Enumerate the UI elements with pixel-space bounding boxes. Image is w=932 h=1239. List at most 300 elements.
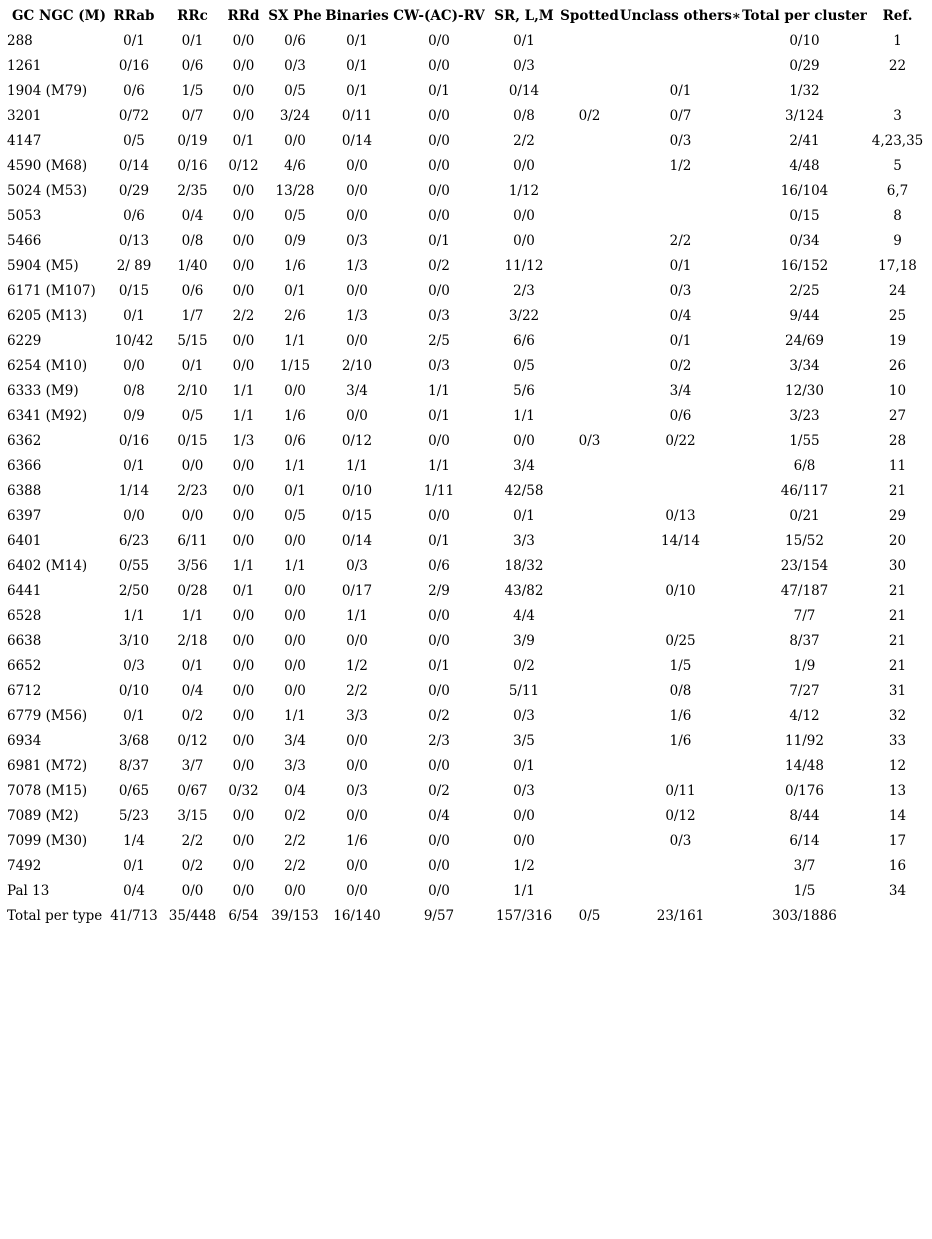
- cell-unclass-others: 0/25: [665, 632, 696, 649]
- cell-rrc: 0/12: [177, 732, 208, 749]
- cell-total-per-cluster: 1/32: [789, 82, 820, 99]
- cell-spotted: [560, 628, 619, 653]
- cell-cluster: Pal 13: [7, 882, 50, 899]
- cell-spotted: [560, 228, 619, 253]
- cell-cw-ac-rv: 0/3: [428, 307, 450, 324]
- cell-cluster: 6712: [7, 682, 42, 699]
- cell-rrd: 0/0: [232, 657, 255, 674]
- cell-ref: 16: [888, 857, 907, 874]
- table-row: [4, 878, 928, 903]
- cell-binaries: 0/1: [346, 57, 368, 74]
- cell-unclass-others: 1/5: [669, 657, 692, 674]
- cell-rrc: 0/67: [177, 782, 208, 799]
- cell-rrd: 0/0: [232, 807, 255, 824]
- table-row: [4, 328, 928, 353]
- cell-total-per-cluster: 12/30: [785, 382, 824, 399]
- column-header-rrd: RRd: [227, 8, 260, 24]
- column-header-cw-ac-rv: CW-(AC)-RV: [393, 8, 485, 24]
- cell-rrab: 0/72: [118, 107, 150, 124]
- cell-sx-phe: 0/1: [284, 482, 306, 499]
- cell-sx-phe: 0/0: [284, 657, 306, 674]
- cell-unclass-others: [619, 478, 742, 503]
- cell-rrab: 0/13: [118, 232, 150, 249]
- column-header-rrab: RRab: [113, 8, 155, 24]
- cell-cluster: 6205 (M13): [7, 307, 88, 324]
- cell-cluster: Total per type: [7, 907, 103, 924]
- cell-binaries: 2/10: [341, 357, 373, 374]
- cell-cluster: 4147: [7, 132, 42, 149]
- column-header-rrc: RRc: [177, 8, 208, 24]
- cell-binaries: 0/14: [341, 532, 373, 549]
- cell-rrc: 0/6: [181, 57, 204, 74]
- cell-spotted: [560, 178, 619, 203]
- cell-cw-ac-rv: 0/0: [428, 282, 450, 299]
- cell-spotted: [560, 153, 619, 178]
- cell-unclass-others: 2/2: [669, 232, 692, 249]
- cell-rrab: 0/0: [123, 357, 145, 374]
- cell-spotted: [560, 578, 619, 603]
- cell-sr-l-m: 43/82: [504, 582, 544, 599]
- cell-ref: 20: [888, 532, 907, 549]
- cell-cw-ac-rv: 0/6: [428, 557, 450, 574]
- cell-binaries: 0/14: [341, 132, 373, 149]
- cell-sx-phe: 1/1: [284, 707, 306, 724]
- table-row: [4, 28, 928, 53]
- cell-cw-ac-rv: 2/5: [428, 332, 450, 349]
- cell-rrab: 0/1: [123, 32, 145, 49]
- cell-total-per-cluster: 6/14: [789, 832, 820, 849]
- cell-rrc: 0/28: [177, 582, 208, 599]
- cell-cw-ac-rv: 0/2: [428, 782, 450, 799]
- cell-ref: 17,18: [878, 257, 917, 274]
- cell-spotted: [560, 303, 619, 328]
- cell-total-per-cluster: 4/12: [789, 707, 820, 724]
- cell-cw-ac-rv: 0/0: [428, 682, 450, 699]
- table-row: [4, 828, 928, 853]
- cell-unclass-others: 0/1: [669, 82, 692, 99]
- cell-cluster: 6981 (M72): [7, 757, 88, 774]
- cell-ref: 3: [893, 107, 902, 124]
- cell-ref: 19: [888, 332, 907, 349]
- cell-sx-phe: 3/3: [284, 757, 306, 774]
- cell-cluster: 7492: [7, 857, 42, 874]
- cell-ref: 28: [888, 432, 907, 449]
- cell-rrc: 0/1: [181, 357, 204, 374]
- cell-binaries: 0/0: [346, 407, 368, 424]
- cell-sr-l-m: 0/8: [513, 107, 535, 124]
- cell-sr-l-m: 3/3: [513, 532, 535, 549]
- cell-rrc: 2/2: [181, 832, 204, 849]
- cell-cw-ac-rv: 1/1: [428, 457, 450, 474]
- cell-rrab: 0/5: [123, 132, 145, 149]
- cell-cluster: 288: [7, 32, 33, 49]
- cell-cluster: 6366: [7, 457, 42, 474]
- cell-rrab: 0/16: [118, 432, 150, 449]
- cell-unclass-others: 0/1: [669, 257, 692, 274]
- table-row: [4, 253, 928, 278]
- cell-sr-l-m: 3/9: [513, 632, 535, 649]
- cell-sx-phe: 0/5: [284, 507, 306, 524]
- cell-binaries: 0/0: [346, 857, 368, 874]
- cell-cluster: 6934: [7, 732, 42, 749]
- cell-cw-ac-rv: 0/3: [428, 357, 450, 374]
- cell-rrd: 0/0: [232, 207, 255, 224]
- cell-rrc: 0/2: [181, 707, 204, 724]
- cell-rrd: 0/0: [232, 882, 255, 899]
- cell-sr-l-m: 1/2: [513, 857, 535, 874]
- cell-sx-phe: 1/15: [279, 357, 311, 374]
- column-header-unclass-others: Unclass others∗: [619, 8, 742, 24]
- cell-rrc: 0/6: [181, 282, 204, 299]
- table-row: [4, 278, 928, 303]
- cell-rrd: 0/0: [232, 507, 255, 524]
- cell-rrd: 0/1: [232, 582, 255, 599]
- cell-cluster: 7089 (M2): [7, 807, 79, 824]
- cell-sr-l-m: 42/58: [504, 482, 544, 499]
- cell-spotted: [560, 653, 619, 678]
- cell-rrc: 5/15: [177, 332, 208, 349]
- cell-sx-phe: 2/6: [284, 307, 306, 324]
- cell-cluster: 7099 (M30): [7, 832, 88, 849]
- cell-rrab: 0/3: [123, 657, 145, 674]
- cell-sx-phe: 1/1: [284, 457, 306, 474]
- cell-cluster: 6441: [7, 582, 42, 599]
- cell-total-per-cluster: 7/27: [789, 682, 820, 699]
- cell-binaries: 0/17: [341, 582, 373, 599]
- cell-unclass-others: [619, 453, 742, 478]
- cell-total-per-cluster: 0/15: [789, 207, 820, 224]
- cell-ref: 21: [888, 482, 907, 499]
- cell-sr-l-m: 0/0: [513, 432, 535, 449]
- cell-unclass-others: 0/3: [669, 282, 692, 299]
- cell-sr-l-m: 1/12: [508, 182, 540, 199]
- cell-sr-l-m: 0/1: [513, 507, 535, 524]
- cell-rrc: 0/7: [181, 107, 204, 124]
- cell-unclass-others: 0/12: [665, 807, 696, 824]
- cell-rrab: 0/6: [123, 82, 145, 99]
- cell-rrab: 0/16: [118, 57, 150, 74]
- cell-rrd: 0/0: [232, 257, 255, 274]
- cell-cw-ac-rv: 0/0: [428, 182, 450, 199]
- cell-rrab: 10/42: [114, 332, 154, 349]
- cell-sx-phe: 0/6: [284, 32, 306, 49]
- cell-sx-phe: 2/2: [284, 832, 306, 849]
- cell-unclass-others: 0/22: [665, 432, 696, 449]
- table-row: [4, 703, 928, 728]
- cell-sr-l-m: 0/3: [513, 707, 535, 724]
- table-row: [4, 78, 928, 103]
- cell-binaries: 0/3: [346, 782, 368, 799]
- cell-rrd: 2/2: [232, 307, 255, 324]
- cell-unclass-others: 0/11: [665, 782, 696, 799]
- cell-ref: 21: [888, 632, 907, 649]
- cell-spotted: [560, 553, 619, 578]
- cell-rrc: 3/56: [177, 557, 208, 574]
- table-row: [4, 453, 928, 478]
- cell-rrc: 2/18: [177, 632, 208, 649]
- cell-rrc: 1/1: [181, 607, 204, 624]
- cell-rrd: 0/0: [232, 32, 255, 49]
- cell-spotted: [560, 753, 619, 778]
- cell-unclass-others: [619, 53, 742, 78]
- cell-ref: 21: [888, 582, 907, 599]
- cell-rrc: 1/5: [181, 82, 204, 99]
- cell-rrd: 0/0: [232, 732, 255, 749]
- cell-binaries: 0/0: [346, 882, 368, 899]
- cell-rrd: 6/54: [228, 907, 259, 924]
- cell-cw-ac-rv: 0/0: [428, 832, 450, 849]
- cell-cw-ac-rv: 0/0: [428, 432, 450, 449]
- cell-rrd: 0/0: [232, 532, 255, 549]
- table-row: [4, 103, 928, 128]
- cell-sx-phe: 0/2: [284, 807, 306, 824]
- cell-cluster: 7078 (M15): [7, 782, 88, 799]
- cell-cw-ac-rv: 0/0: [428, 207, 450, 224]
- cell-cw-ac-rv: 1/11: [423, 482, 455, 499]
- cell-cw-ac-rv: 0/2: [428, 707, 450, 724]
- cell-total-per-cluster: 0/21: [789, 507, 820, 524]
- table-row: [4, 803, 928, 828]
- cell-spotted: [560, 778, 619, 803]
- cell-sr-l-m: 3/5: [513, 732, 535, 749]
- cell-rrab: 1/14: [118, 482, 150, 499]
- cell-sr-l-m: 0/0: [513, 832, 535, 849]
- cell-cluster: 5904 (M5): [7, 257, 79, 274]
- cell-unclass-others: 0/2: [669, 357, 692, 374]
- cell-rrd: 0/0: [232, 107, 255, 124]
- cell-spotted: [560, 403, 619, 428]
- table-row: [4, 578, 928, 603]
- cell-rrc: 2/23: [177, 482, 208, 499]
- cell-unclass-others: [619, 603, 742, 628]
- cell-rrc: 0/4: [181, 207, 204, 224]
- cell-rrc: 0/8: [181, 232, 204, 249]
- cell-total-per-cluster: 4/48: [789, 157, 820, 174]
- cell-rrd: 1/1: [232, 557, 255, 574]
- cell-binaries: 0/0: [346, 632, 368, 649]
- cell-unclass-others: 1/6: [669, 732, 692, 749]
- cell-total-per-cluster: 46/117: [780, 482, 829, 499]
- cell-ref: [867, 78, 928, 103]
- cell-cluster: 6397: [7, 507, 42, 524]
- cell-rrab: 2/ 89: [116, 257, 152, 274]
- cell-spotted: [560, 878, 619, 903]
- cell-unclass-others: [619, 203, 742, 228]
- cell-rrc: 0/5: [181, 407, 204, 424]
- cell-cw-ac-rv: 0/0: [428, 107, 450, 124]
- table-row: [4, 528, 928, 553]
- cell-rrc: 0/19: [177, 132, 208, 149]
- cell-total-per-cluster: 16/152: [780, 257, 829, 274]
- cell-rrd: 0/0: [232, 632, 255, 649]
- cell-rrd: 0/12: [228, 157, 259, 174]
- cell-sr-l-m: 0/3: [513, 782, 535, 799]
- cell-sr-l-m: 6/6: [513, 332, 535, 349]
- cell-rrab: 41/713: [110, 907, 158, 924]
- cell-total-per-cluster: 3/7: [793, 857, 816, 874]
- cell-cluster: 4590 (M68): [7, 157, 88, 174]
- cell-rrab: 0/15: [118, 282, 150, 299]
- cell-sx-phe: 2/2: [284, 857, 306, 874]
- cell-rrd: 0/0: [232, 832, 255, 849]
- cell-rrab: 8/37: [118, 757, 150, 774]
- cell-cluster: 6402 (M14): [7, 557, 88, 574]
- cell-ref: 29: [888, 507, 907, 524]
- cell-cw-ac-rv: 1/1: [428, 382, 450, 399]
- cell-rrab: 0/55: [118, 557, 150, 574]
- cell-spotted: [560, 603, 619, 628]
- cell-total-per-cluster: 3/34: [789, 357, 820, 374]
- cell-sx-phe: 0/0: [284, 532, 306, 549]
- cell-cw-ac-rv: 0/0: [428, 32, 450, 49]
- cell-spotted: [560, 78, 619, 103]
- table-row: [4, 53, 928, 78]
- cell-binaries: 0/1: [346, 32, 368, 49]
- cell-sx-phe: 0/5: [284, 82, 306, 99]
- cell-total-per-cluster: 7/7: [793, 607, 816, 624]
- cell-rrab: 0/1: [123, 857, 145, 874]
- cell-ref: 21: [888, 657, 907, 674]
- cell-binaries: 0/3: [346, 232, 368, 249]
- cell-rrd: 0/0: [232, 757, 255, 774]
- table-row: [4, 553, 928, 578]
- cell-sr-l-m: 2/2: [513, 132, 535, 149]
- cell-sx-phe: 0/3: [284, 57, 306, 74]
- cell-binaries: 1/6: [346, 832, 368, 849]
- cell-total-per-cluster: 6/8: [793, 457, 816, 474]
- cell-spotted: [560, 678, 619, 703]
- cell-ref: 4,23,35: [871, 132, 924, 149]
- cell-ref: 5: [893, 157, 902, 174]
- cell-rrd: 1/1: [232, 407, 255, 424]
- cell-rrc: 2/10: [177, 382, 208, 399]
- cell-sr-l-m: 18/32: [504, 557, 544, 574]
- cell-rrd: 0/0: [232, 682, 255, 699]
- cell-unclass-others: 0/1: [669, 332, 692, 349]
- cell-spotted: [560, 328, 619, 353]
- cell-sr-l-m: 0/5: [513, 357, 535, 374]
- cell-rrc: 1/7: [181, 307, 204, 324]
- table-row: [4, 128, 928, 153]
- table-row: [4, 753, 928, 778]
- cell-cw-ac-rv: 0/1: [428, 232, 450, 249]
- cell-cluster: 6171 (M107): [7, 282, 96, 299]
- column-header-spotted: Spotted: [560, 8, 619, 24]
- cell-rrab: 0/0: [123, 507, 145, 524]
- cell-ref: 34: [888, 882, 907, 899]
- table-row: [4, 178, 928, 203]
- cell-cw-ac-rv: 0/0: [428, 507, 450, 524]
- cell-unclass-others: 1/2: [669, 157, 692, 174]
- cell-spotted: [560, 728, 619, 753]
- cell-binaries: 1/3: [346, 257, 368, 274]
- cell-total-per-cluster: 0/29: [789, 57, 820, 74]
- cell-binaries: 0/0: [346, 807, 368, 824]
- cell-rrc: 0/4: [181, 682, 204, 699]
- cell-ref: 8: [893, 207, 902, 224]
- cell-rrd: 1/3: [232, 432, 255, 449]
- table-row: [4, 653, 928, 678]
- cell-total-per-cluster: 47/187: [780, 582, 829, 599]
- cell-total-per-cluster: 1/5: [793, 882, 816, 899]
- table-row: [4, 303, 928, 328]
- cell-cw-ac-rv: 0/1: [428, 532, 450, 549]
- cell-rrd: 0/1: [232, 132, 255, 149]
- cell-rrab: 3/68: [118, 732, 150, 749]
- cell-ref: 13: [888, 782, 907, 799]
- cell-ref: 6,7: [886, 182, 909, 199]
- table-row: [4, 503, 928, 528]
- cell-unclass-others: 0/3: [669, 832, 692, 849]
- cell-spotted: [560, 378, 619, 403]
- cell-unclass-others: [619, 853, 742, 878]
- cell-total-per-cluster: 1/9: [793, 657, 816, 674]
- cell-spotted: [560, 503, 619, 528]
- cell-sr-l-m: 0/3: [513, 57, 535, 74]
- cell-rrd: 1/1: [232, 382, 255, 399]
- cell-sx-phe: 0/0: [284, 132, 306, 149]
- cell-rrc: 0/1: [181, 657, 204, 674]
- cell-cluster: 6229: [7, 332, 42, 349]
- cell-sx-phe: 0/0: [284, 632, 306, 649]
- cell-sr-l-m: 5/11: [508, 682, 540, 699]
- cell-ref: [867, 903, 928, 928]
- cell-rrab: 0/9: [123, 407, 145, 424]
- cell-cluster: 6652: [7, 657, 42, 674]
- cell-sr-l-m: 4/4: [513, 607, 535, 624]
- cell-total-per-cluster: 8/44: [789, 807, 820, 824]
- cell-sx-phe: 0/9: [284, 232, 306, 249]
- cell-cw-ac-rv: 0/0: [428, 607, 450, 624]
- cell-rrc: 0/0: [181, 882, 204, 899]
- cell-total-per-cluster: 16/104: [780, 182, 829, 199]
- column-header-sr-l-m: SR, L,M: [494, 8, 554, 24]
- cell-ref: 10: [888, 382, 907, 399]
- cell-unclass-others: 0/6: [669, 407, 692, 424]
- cell-total-per-cluster: 3/124: [785, 107, 824, 124]
- cell-binaries: 0/0: [346, 207, 368, 224]
- cell-spotted: 0/5: [578, 907, 601, 924]
- cell-rrab: 2/50: [118, 582, 150, 599]
- cell-ref: 21: [888, 607, 907, 624]
- cell-sr-l-m: 0/14: [508, 82, 540, 99]
- cell-sx-phe: 0/4: [284, 782, 306, 799]
- cell-binaries: 0/0: [346, 757, 368, 774]
- table-row: [4, 728, 928, 753]
- cell-sr-l-m: 3/4: [513, 457, 535, 474]
- cell-spotted: [560, 253, 619, 278]
- cell-cluster: 6638: [7, 632, 42, 649]
- cell-rrab: 3/10: [118, 632, 150, 649]
- cell-total-per-cluster: 15/52: [785, 532, 824, 549]
- cell-spotted: [560, 828, 619, 853]
- cell-sx-phe: 39/153: [271, 907, 319, 924]
- cell-unclass-others: 0/10: [665, 582, 696, 599]
- cell-binaries: 1/1: [346, 607, 368, 624]
- cell-unclass-others: 0/8: [669, 682, 692, 699]
- cell-binaries: 0/1: [346, 82, 368, 99]
- cell-spotted: [560, 353, 619, 378]
- cell-rrab: 5/23: [118, 807, 150, 824]
- cell-cw-ac-rv: 0/1: [428, 407, 450, 424]
- cell-ref: 14: [888, 807, 907, 824]
- cell-ref: 27: [888, 407, 907, 424]
- table-row: [4, 778, 928, 803]
- cell-rrd: 0/0: [232, 232, 255, 249]
- cell-ref: 12: [888, 757, 907, 774]
- cell-rrd: 0/0: [232, 857, 255, 874]
- cell-binaries: 0/10: [341, 482, 373, 499]
